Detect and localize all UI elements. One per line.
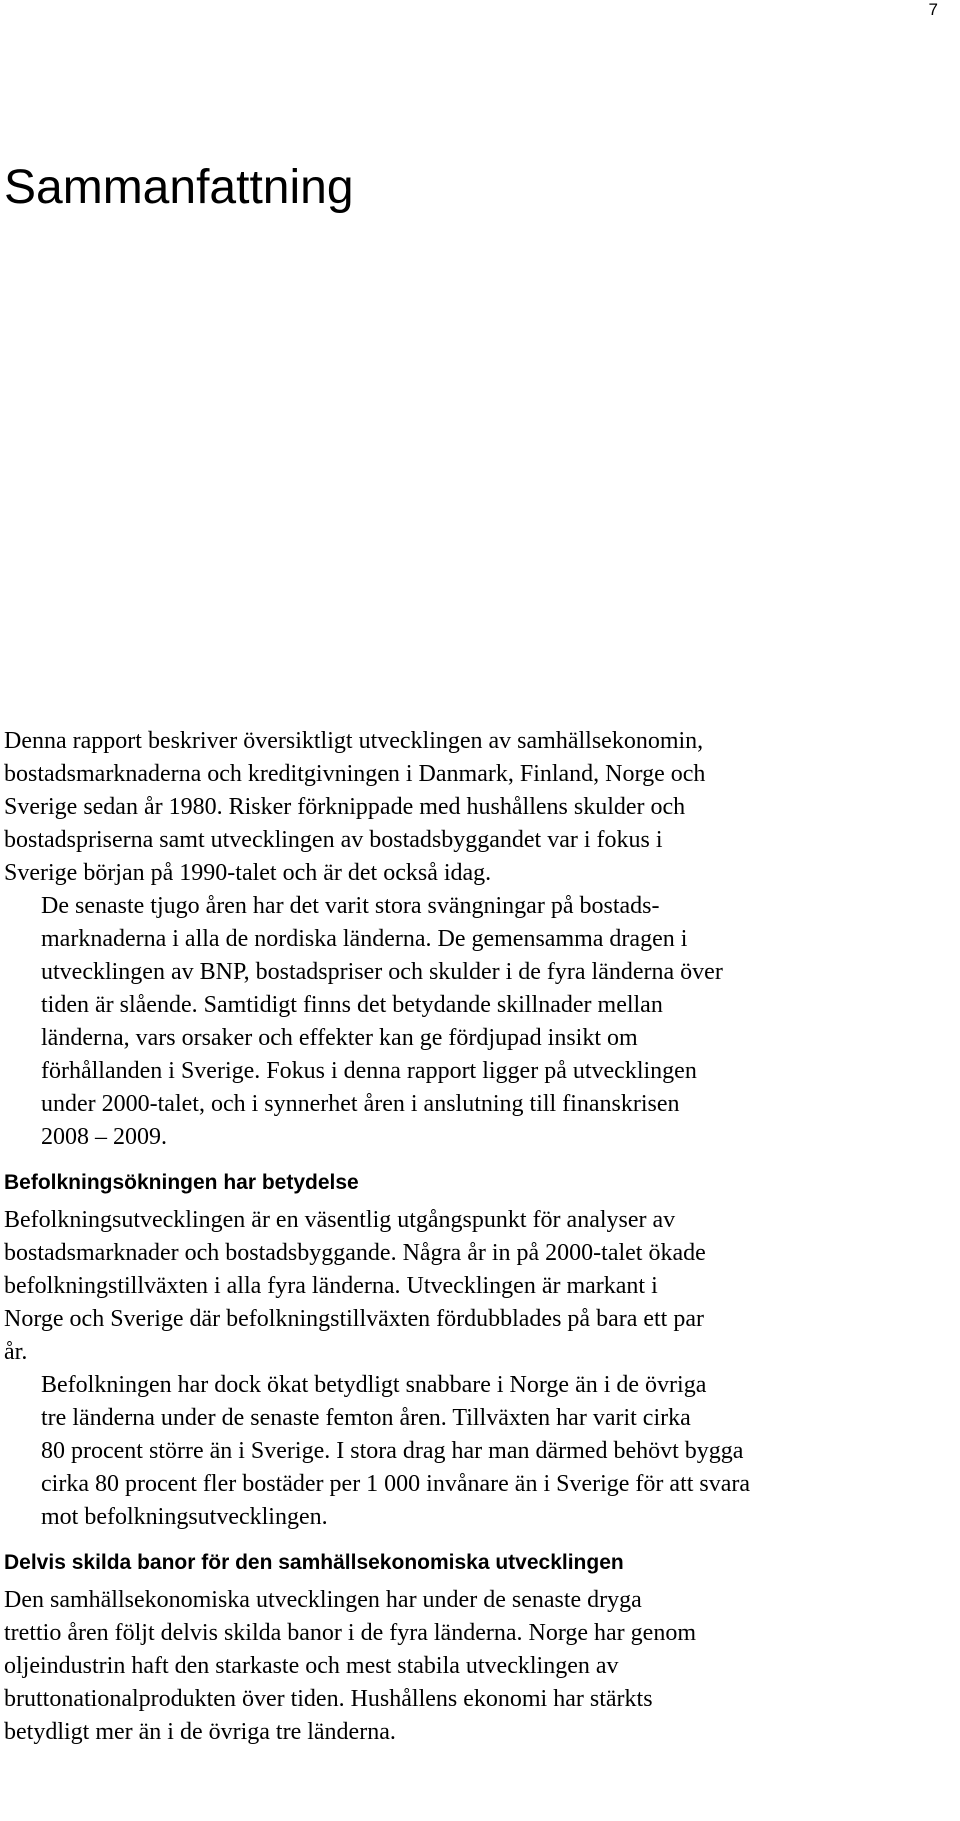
paragraph-intro-1 [4,725,904,890]
section-samhallsekonomi [4,1548,904,1749]
text-line: 2008 – 2009. [41,1124,167,1150]
text-line: under 2000-talet, och i synnerhet åren i anslutning till finanskrisen [41,1091,680,1117]
text-line: Sverige sedan år 1980. Risker förknippade med hushållens skulder och [4,794,686,820]
paragraph-samhallsekonomi-1 [4,1584,904,1749]
page-number: 7 [928,0,938,19]
text-line: Befolkningsutvecklingen är en väsentlig utgångspunkt för analyser av [4,1207,676,1233]
text-line: år. [4,1339,28,1365]
text-line: utvecklingen av BNP, bostadspriser och skulder i de fyra länderna över [41,959,723,985]
text-line: befolkningstillväxten i alla fyra länderna. Utvecklingen är markant i [4,1273,658,1299]
text-line: Sverige början på 1990-talet och är det också idag. [4,860,492,886]
text-line: Befolkningen har dock ökat betydligt snabbare i Norge än i de övriga [41,1372,707,1398]
text-line: tre länderna under de senaste femton åren. Tillväxten har varit cirka [41,1405,691,1431]
text-line: bostadspriserna samt utvecklingen av bostadsbyggandet var i fokus i [4,827,663,853]
text-line: bruttonationalprodukten över tiden. Hushållens ekonomi har stärkts [4,1686,653,1712]
text-line: mot befolkningsutvecklingen. [41,1504,328,1530]
text-line: Den samhällsekonomiska utvecklingen har under de senaste dryga [4,1587,642,1613]
text-line: Norge och Sverige där befolkningstillväxten fördubblades på bara ett par [4,1306,704,1332]
section-heading-befolkning: Befolkningsökningen har betydelse [4,1171,359,1194]
text-line: Denna rapport beskriver översiktligt utvecklingen av samhällsekonomin, [4,728,704,754]
text-line: länderna, vars orsaker och effekter kan ge fördjupad insikt om [41,1025,638,1051]
page-title: Sammanfattning [4,161,354,214]
text-line: marknaderna i alla de nordiska länderna. De gemensamma dragen i [41,926,688,952]
paragraph-intro-2 [4,890,904,1154]
section-befolkning [4,1168,904,1534]
text-line: De senaste tjugo åren har det varit stora svängningar på bostads- [41,893,660,919]
text-line: tiden är slående. Samtidigt finns det betydande skillnader mellan [41,992,663,1018]
text-line: betydligt mer än i de övriga tre länderna. [4,1719,396,1745]
text-line: trettio åren följt delvis skilda banor i de fyra länderna. Norge har genom [4,1620,696,1646]
text-line: bostadsmarknader och bostadsbyggande. Några år in på 2000-talet ökade [4,1240,706,1266]
section-heading-samhallsekonomi: Delvis skilda banor för den samhällsekonomiska utvecklingen [4,1551,624,1574]
text-line: bostadsmarknaderna och kreditgivningen i Danmark, Finland, Norge och [4,761,706,787]
paragraph-befolkning-1 [4,1204,904,1369]
text-line: cirka 80 procent fler bostäder per 1 000 invånare än i Sverige för att svara [41,1471,751,1497]
text-line: oljeindustrin haft den starkaste och mest stabila utvecklingen av [4,1653,619,1679]
paragraph-befolkning-2 [4,1369,904,1534]
section-introduction [4,725,904,1154]
document-body [4,725,904,1749]
text-line: 80 procent större än i Sverige. I stora drag har man därmed behövt bygga [41,1438,744,1464]
text-line: förhållanden i Sverige. Fokus i denna rapport ligger på utvecklingen [41,1058,697,1084]
